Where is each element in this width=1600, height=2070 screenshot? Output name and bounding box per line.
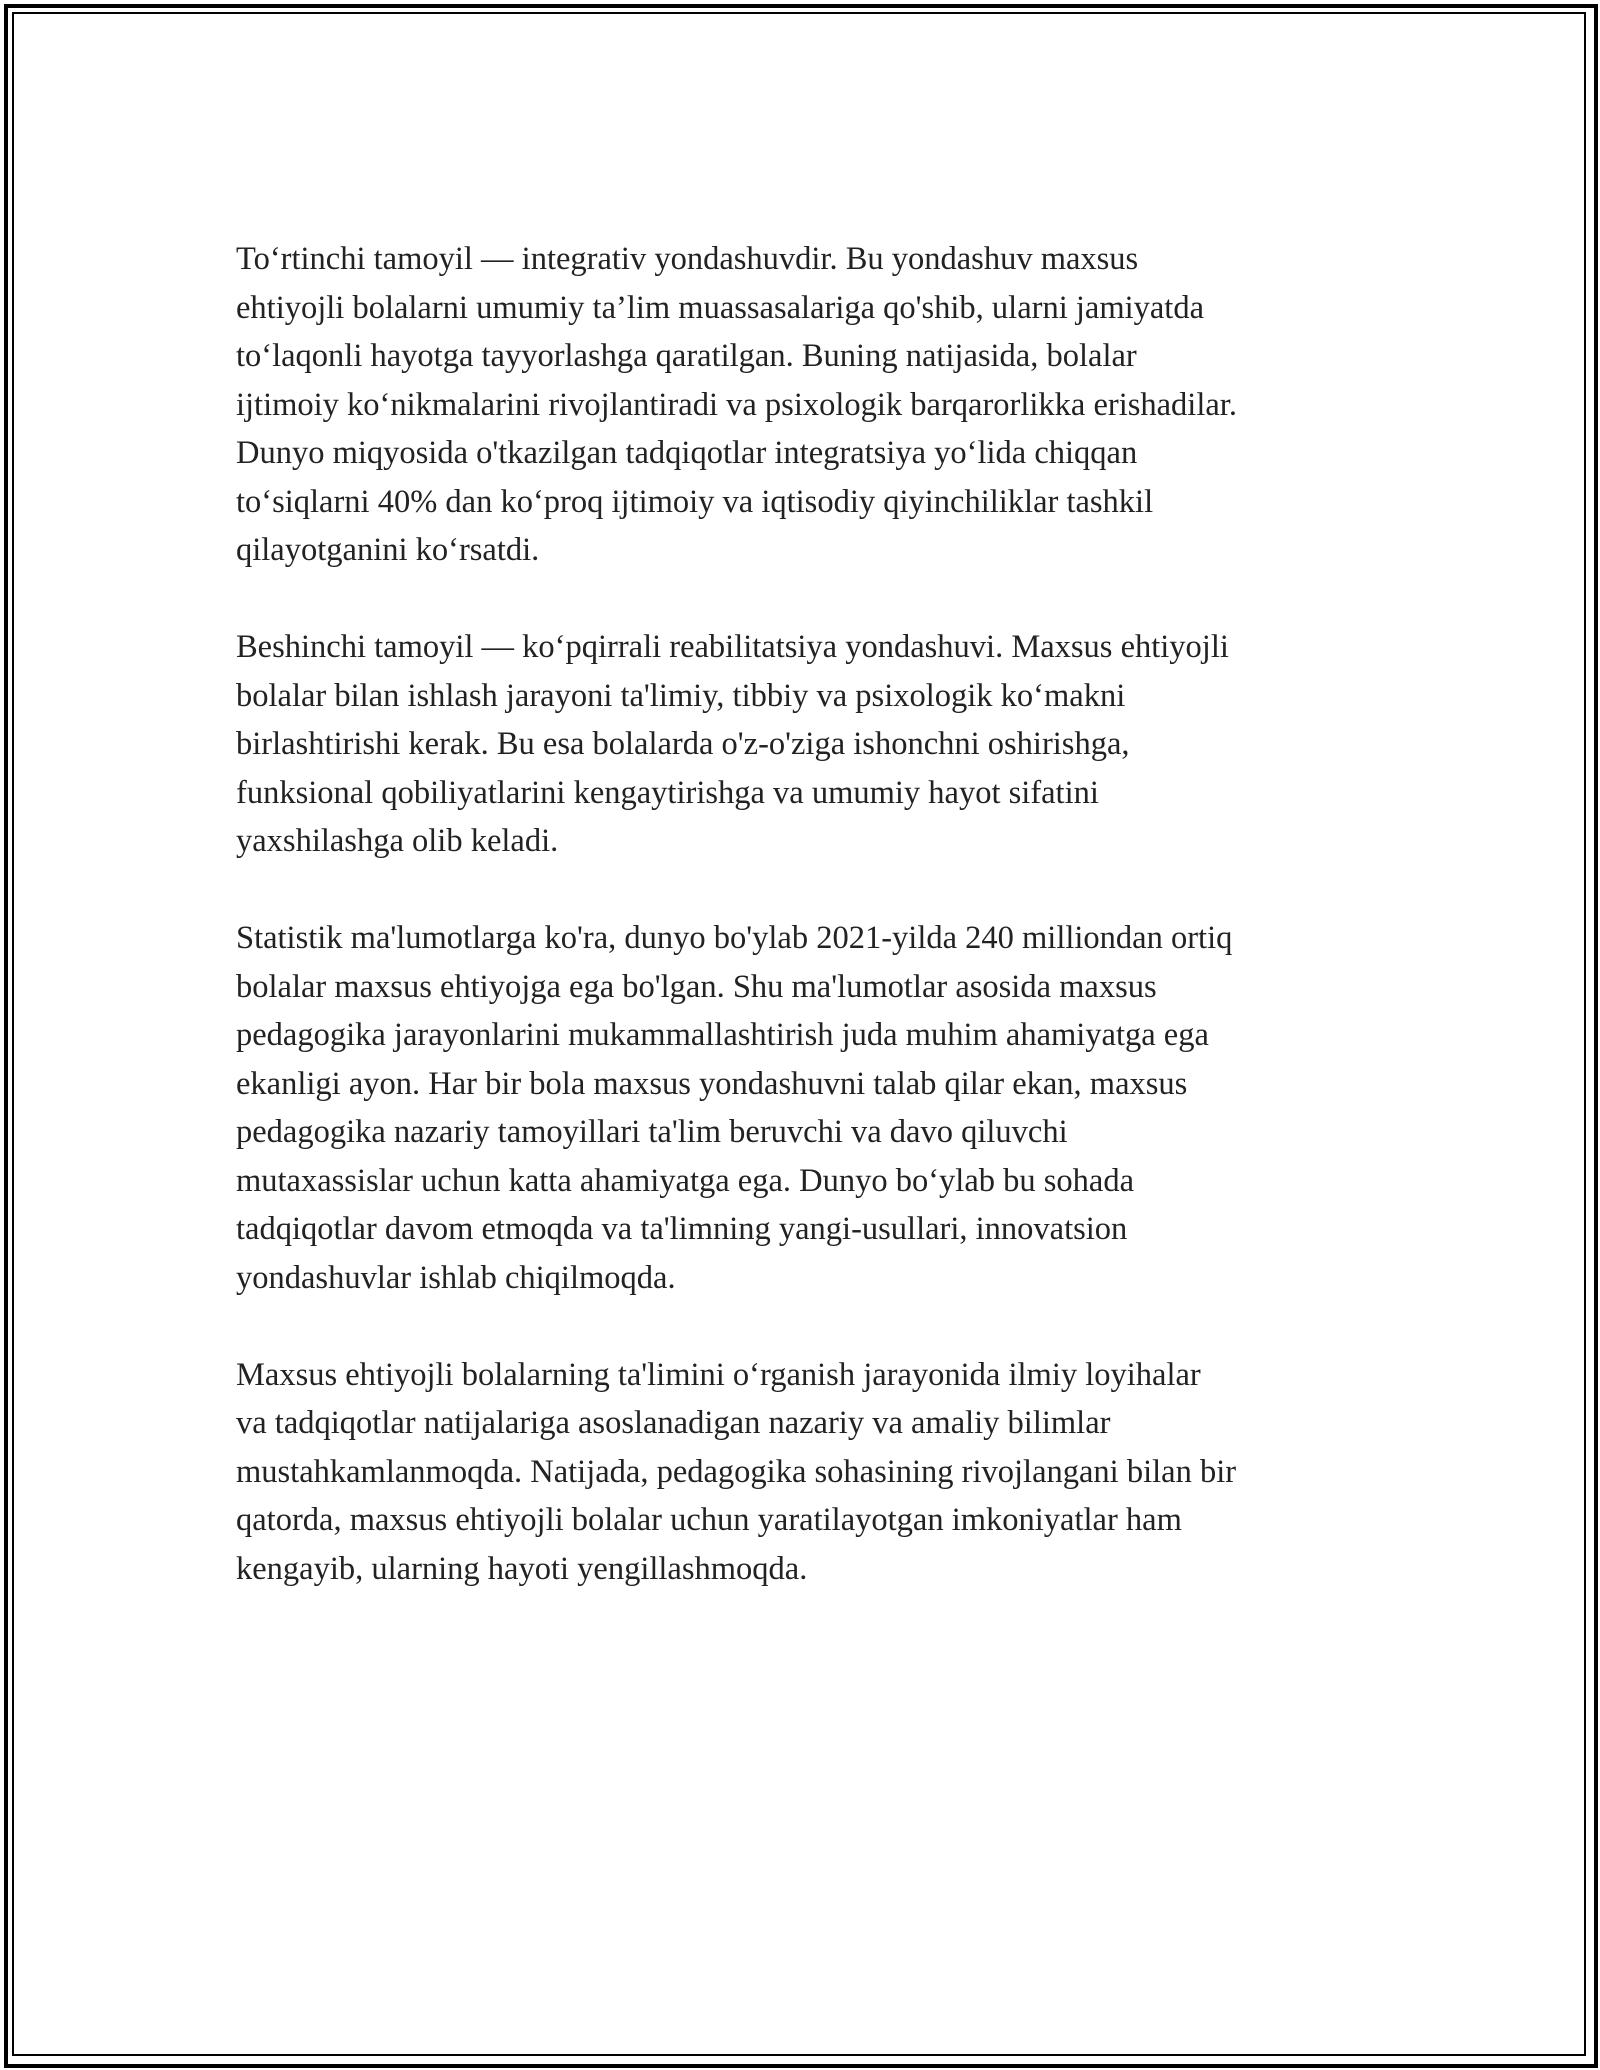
paragraph-integrative-approach: To‘rtinchi tamoyil — integrativ yondashuvdir. Bu yondashuv maxsus ehtiyojli bolalarni umumiy ta’lim muassasalariga qo'shib, ularni jamiyatda to‘laqonli hayotga tayyorlashga qaratilgan. Buning natijasida, bolalar ijtimoiy ko‘nikmalarini rivojlantiradi va psixologik barqarorlikka erishadilar. Dunyo miqyosida o'tkazilgan tadqiqotlar integratsiya yo‘lida chiqqan to‘siqlarni 40% dan ko‘proq ijtimoiy va iqtisodiy qiyinchiliklar tashkil qilayotganini ko‘rsatdi.	[236, 241, 1237, 568]
paragraph-statistics: Statistik ma'lumotlarga ko'ra, dunyo bo'ylab 2021-yilda 240 milliondan ortiq bolalar maxsus ehtiyojga ega bo'lgan. Shu ma'lumotlar asosida maxsus pedagogika jarayonlarini mukammallashtirish juda muhim ahamiyatga ega ekanligi ayon. Har bir bola maxsus yondashuvni talab qilar ekan, maxsus pedagogika nazariy tamoyillari ta'lim beruvchi va davo qiluvchi mutaxassislar uchun katta ahamiyatga ega. Dunyo bo‘ylab bu sohada tadqiqotlar davom etmoqda va ta'limning yangi-usullari, innovatsion yondashuvlar ishlab chiqilmoqda.	[236, 920, 1233, 1296]
paragraph-rehabilitation-approach: Beshinchi tamoyil — ko‘pqirrali reabilitatsiya yondashuvi. Maxsus ehtiyojli bolalar bilan ishlash jarayoni ta'limiy, tibbiy va psixologik ko‘makni birlashtirishi kerak. Bu esa bolalarda o'z-o'ziga ishonchni oshirishga, funksional qobiliyatlarini kengaytirishga va umumiy hayot sifatini yaxshilashga olib keladi.	[236, 629, 1229, 859]
document-body	[236, 235, 1376, 1593]
paragraph-research-conclusion: Maxsus ehtiyojli bolalarning ta'limini o‘rganish jarayonida ilmiy loyihalar va tadqiqotlar natijalariga asoslanadigan nazariy va amaliy bilimlar mustahkamlanmoqda. Natijada, pedagogika sohasining rivojlangani bilan bir qatorda, maxsus ehtiyojli bolalar uchun yaratilayotgan imkoniyatlar ham kengayib, ularning hayoti yengillashmoqda.	[236, 1356, 1237, 1587]
